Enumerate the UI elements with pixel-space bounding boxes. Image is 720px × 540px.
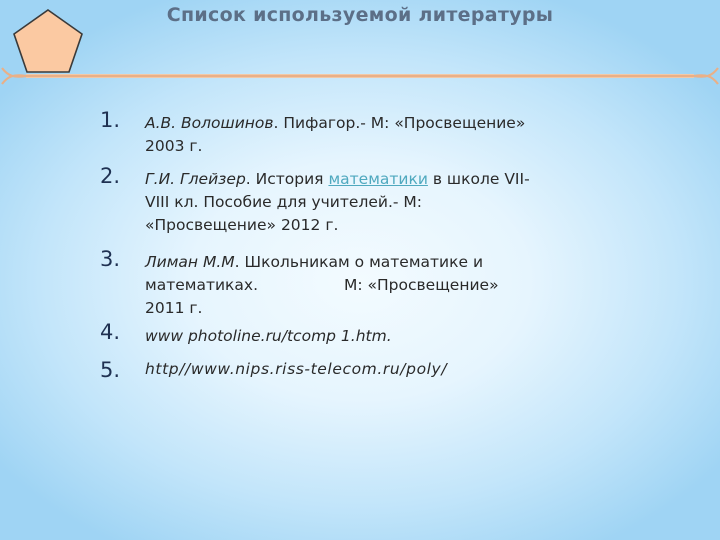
reference-3 — [145, 251, 615, 320]
reference-3-line-2-left: математиках. — [145, 276, 259, 294]
reference-2-line-3: «Просвещение» 2012 г. — [145, 216, 339, 234]
reference-1-title: . Пифагор.- М: «Просвещение» — [273, 114, 526, 132]
reference-1-line-1 — [145, 112, 615, 135]
reference-3-title: . Школьникам о математике и — [234, 253, 484, 271]
reference-4-line-1: www photoline.ru/tcomp 1.htm. — [145, 327, 392, 345]
reference-5-line-1: http//www.nips.riss-telecom.ru/poly/ — [145, 360, 448, 378]
reference-2-author: Г.И. Глейзер — [145, 170, 246, 188]
reference-1 — [145, 112, 615, 158]
page-title: Список используемой литературы — [166, 4, 554, 26]
reference-2-link[interactable]: математики — [328, 170, 428, 188]
reference-number-2: 2. — [100, 164, 121, 188]
reference-3-line-3: 2011 г. — [145, 299, 203, 317]
reference-3-author: Лиман М.М — [145, 253, 235, 271]
reference-2-line-1 — [145, 168, 615, 191]
reference-4 — [145, 325, 615, 348]
reference-1-line-2: 2003 г. — [145, 137, 203, 155]
reference-2-text-before-link: . История — [245, 170, 329, 188]
reference-number-3: 3. — [100, 247, 121, 271]
reference-3-line-2 — [145, 274, 615, 297]
reference-number-1: 1. — [100, 108, 121, 132]
reference-3-line-2-right: М: «Просвещение» — [344, 276, 499, 294]
decorative-divider — [0, 64, 720, 88]
reference-2-line-2: VIII кл. Пособие для учителей.- М: — [145, 193, 423, 211]
reference-number-5: 5. — [100, 358, 121, 382]
reference-3-line-1 — [145, 251, 615, 274]
reference-1-author: А.В. Волошинов — [145, 114, 274, 132]
reference-2 — [145, 168, 615, 237]
reference-2-text-after-link: в школе VII- — [427, 170, 530, 188]
reference-5 — [145, 358, 615, 381]
reference-number-4: 4. — [100, 320, 121, 344]
